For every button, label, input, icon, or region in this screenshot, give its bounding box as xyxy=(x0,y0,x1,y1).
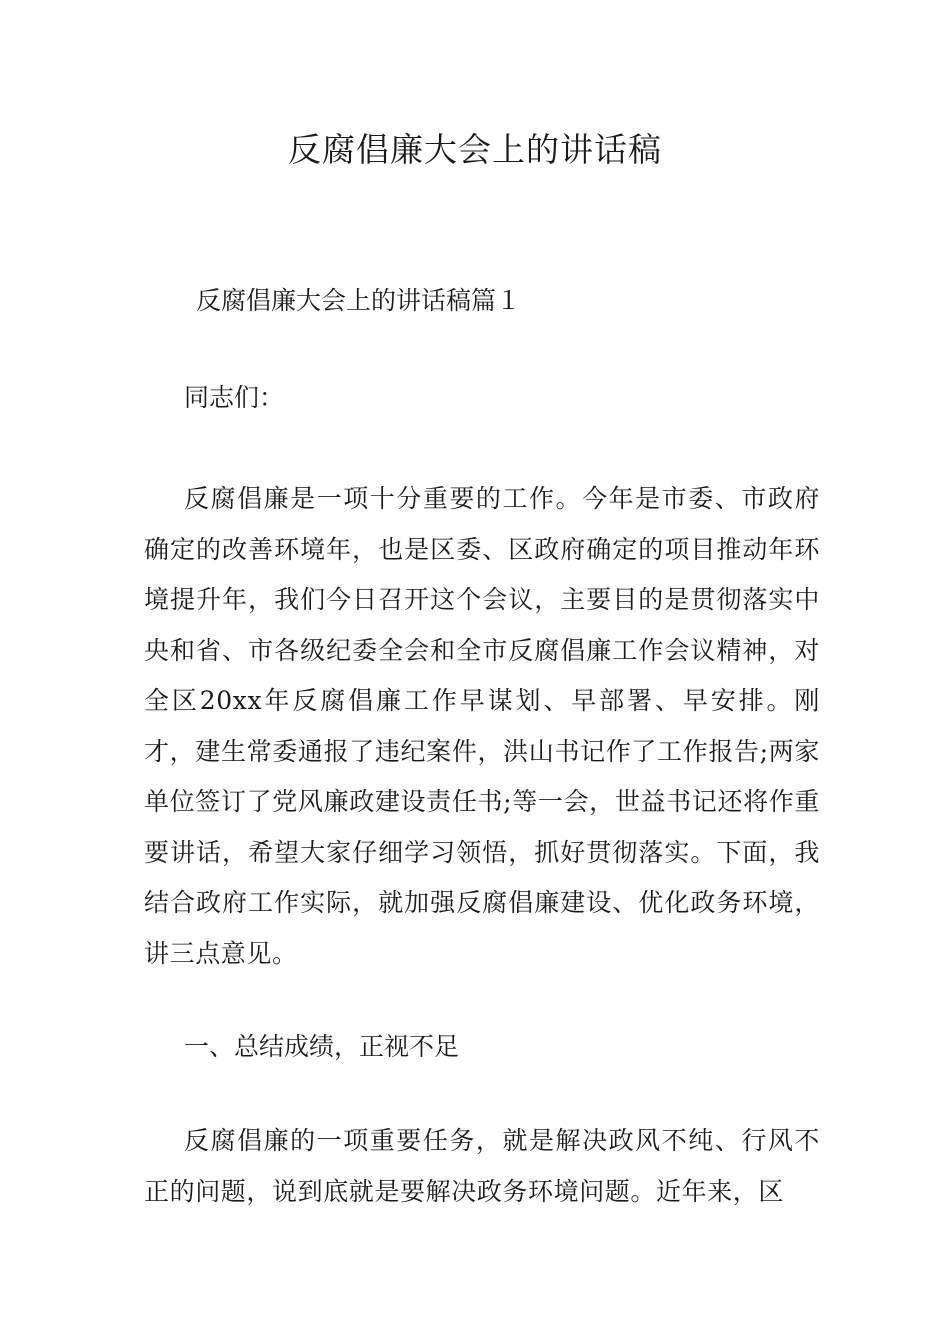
document-subtitle: 反腐倡廉大会上的讲话稿篇１ xyxy=(196,286,522,315)
body-paragraph-2: 反腐倡廉的一项重要任务，就是解决政风不纯、行风不正的问题，说到底就是要解决政务环境问题。近年来，区 xyxy=(144,1126,820,1206)
document-title: 反腐倡廉大会上的讲话稿 xyxy=(288,130,662,169)
body-paragraph-1: 反腐倡廉是一项十分重要的工作。今年是市委、市政府确定的改善环境年，也是区委、区政府确定的项目推动年环境提升年，我们今日召开这个会议，主要目的是贯彻落实中央和省、市各级纪委全会和全市反腐倡廉工作会议精神，对全区20xx年反腐倡廉工作早谋划、早部署、早安排。刚才，建生常委通报了违纪案件，洪山书记作了工作报告;两家单位签订了党风廉政建设责任书;等一会，世益书记还将作重要讲话，希望大家仔细学习领悟，抓好贯彻落实。下面，我结合政府工作实际，就加强反腐倡廉建设、优化政务环境，讲三点意见。 xyxy=(144,484,820,968)
section-heading-1: 一、总结成绩，正视不足 xyxy=(184,1032,460,1061)
salutation: 同志们： xyxy=(184,383,285,412)
